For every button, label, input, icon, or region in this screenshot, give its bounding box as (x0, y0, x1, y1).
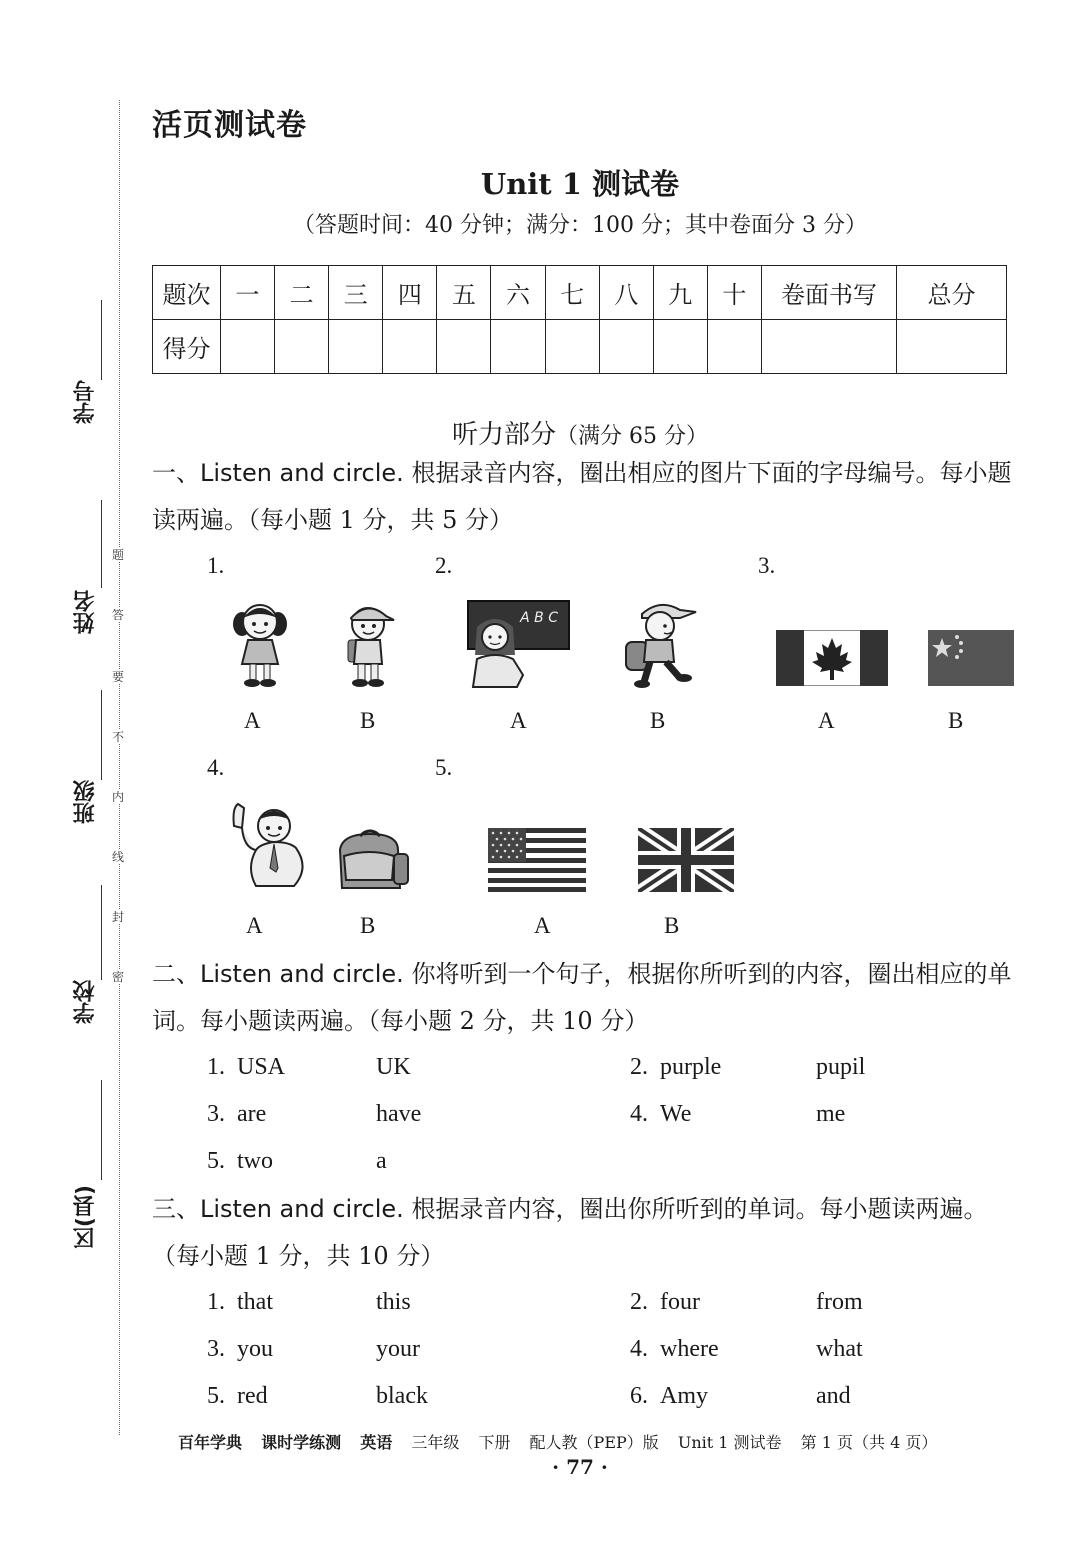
name-field (70, 590, 116, 634)
word-option-a[interactable]: that (237, 1289, 273, 1315)
item-number: 4. (630, 1101, 648, 1127)
word-option-a[interactable]: purple (660, 1054, 722, 1080)
table-cell: 三 (329, 266, 383, 320)
word-item (207, 1054, 285, 1081)
word-option-a[interactable]: red (237, 1383, 268, 1409)
question-number: 1. (207, 553, 225, 578)
class-label: 班级 (73, 780, 98, 824)
time-info: （答题时间：40 分钟；满分：100 分；其中卷面分 3 分） (293, 213, 867, 238)
name-line[interactable] (101, 500, 102, 588)
school-line[interactable] (101, 885, 102, 980)
item-number: 2. (630, 1289, 648, 1315)
word-item (630, 1336, 719, 1363)
district-field (70, 1185, 116, 1249)
section3-points: （每小题 1 分，共 10 分） (152, 1242, 445, 1270)
table-cell: 卷面书写 (762, 266, 897, 320)
word-option-b[interactable]: from (816, 1289, 863, 1315)
chalkboard-text: A B C (520, 610, 558, 626)
section2-instruction-cn: 你将听到一个句子，根据你所听到的内容，圈出相应的单词。每小题读两遍。 (152, 960, 1012, 1035)
word-item (630, 1054, 721, 1081)
seal-char: 内 (112, 790, 125, 804)
section2-number: 二、 (152, 960, 200, 988)
word-option-b[interactable]: me (816, 1101, 846, 1127)
teacher-illustration[interactable] (467, 615, 527, 690)
option-a-label[interactable]: A (818, 708, 835, 733)
word-option-a[interactable]: Amy (660, 1383, 708, 1409)
score-cell[interactable] (545, 320, 599, 374)
question-number: 2. (435, 553, 453, 578)
item-number: 6. (630, 1383, 648, 1409)
listening-section-title (0, 414, 1080, 451)
item-number: 5. (207, 1148, 225, 1174)
footer-edition: 配人教（PEP）版 (529, 1433, 659, 1452)
word-option-a[interactable]: are (237, 1101, 267, 1127)
footer-brand: 百年学典 (178, 1433, 243, 1452)
girl-illustration[interactable] (228, 598, 292, 690)
word-item (630, 1383, 708, 1410)
item-number: 3. (207, 1336, 225, 1362)
footer-test: Unit 1 测试卷 (677, 1433, 782, 1452)
word-item (630, 1101, 691, 1128)
option-b-label[interactable]: B (664, 913, 680, 938)
section3-number: 三、 (152, 1195, 200, 1223)
table-cell: 二 (275, 266, 329, 320)
footer-subject: 英语 (360, 1433, 393, 1452)
section1-instruction-cn: 根据录音内容，圈出相应的图片下面的字母编号。每小题读两遍。 (152, 459, 1012, 534)
score-cell[interactable] (275, 320, 329, 374)
name-label: 姓名 (73, 590, 98, 634)
class-line[interactable] (101, 690, 102, 780)
score-cell[interactable] (491, 320, 545, 374)
option-a-label[interactable]: A (246, 913, 263, 938)
china-flag-icon[interactable] (928, 630, 1014, 686)
schoolbag-icon[interactable] (334, 828, 412, 892)
score-cell[interactable] (437, 320, 491, 374)
item-number: 3. (207, 1101, 225, 1127)
seal-char: 密 (112, 970, 125, 984)
footer (178, 1430, 951, 1453)
seal-char: 线 (112, 850, 125, 864)
score-cell[interactable] (653, 320, 707, 374)
question-number: 3. (758, 553, 776, 578)
score-table-score-row (153, 320, 1007, 374)
word-option-b[interactable]: a (376, 1148, 387, 1174)
section3-heading (152, 1186, 1012, 1280)
option-b-label[interactable]: B (948, 708, 964, 733)
score-cell[interactable] (221, 320, 275, 374)
option-b-label[interactable]: B (650, 708, 666, 733)
seal-char: 要 (112, 670, 125, 684)
usa-flag-icon[interactable] (488, 828, 586, 892)
footer-term: 下册 (478, 1433, 511, 1452)
table-cell: 得分 (153, 320, 221, 374)
seal-char: 封 (112, 910, 125, 924)
word-option-a[interactable]: USA (237, 1054, 286, 1080)
question-number: 5. (435, 755, 453, 780)
footer-series: 课时学练测 (261, 1433, 342, 1452)
score-cell[interactable] (329, 320, 383, 374)
section1-heading (152, 450, 1012, 544)
score-cell[interactable] (599, 320, 653, 374)
man-illustration[interactable] (230, 798, 312, 892)
word-option-b[interactable]: pupil (816, 1054, 866, 1080)
word-item (207, 1336, 273, 1363)
word-option-b[interactable]: have (376, 1101, 422, 1127)
word-option-a[interactable]: you (237, 1336, 273, 1362)
option-a-label[interactable]: A (534, 913, 551, 938)
footer-grade: 三年级 (411, 1433, 460, 1452)
score-table (152, 265, 1007, 374)
table-cell: 题次 (153, 266, 221, 320)
item-number: 5. (207, 1383, 225, 1409)
word-option-b[interactable]: what (816, 1336, 863, 1362)
option-a-label[interactable]: A (244, 708, 261, 733)
option-b-label[interactable]: B (360, 913, 376, 938)
footer-page-info: 第 1 页（共 4 页） (800, 1433, 938, 1452)
listening-score-note: （满分 65 分） (556, 424, 708, 449)
word-option-b[interactable]: your (376, 1336, 420, 1362)
uk-flag-icon[interactable] (638, 828, 734, 892)
section2-heading (152, 951, 1012, 1045)
table-cell: 一 (221, 266, 275, 320)
item-number: 1. (207, 1289, 225, 1315)
word-option-b[interactable]: UK (376, 1054, 411, 1080)
listening-title: 听力部分 (452, 420, 557, 450)
section1-number: 一、 (152, 459, 200, 487)
table-cell: 四 (383, 266, 437, 320)
section2-points: （每小题 2 分，共 10 分） (368, 1007, 649, 1035)
section3-instruction-cn: 根据录音内容，圈出你所听到的单词。每小题读两遍。 (411, 1195, 988, 1223)
district-label: 区(县) (73, 1185, 98, 1250)
word-item (630, 1289, 700, 1316)
item-number: 4. (630, 1336, 648, 1362)
student-id-line[interactable] (101, 300, 102, 380)
word-option-a[interactable]: four (660, 1289, 700, 1315)
item-number: 1. (207, 1054, 225, 1080)
word-option-b[interactable]: black (376, 1383, 428, 1409)
item-number: 2. (630, 1054, 648, 1080)
table-cell: 八 (599, 266, 653, 320)
unit-title: Unit 1 测试卷 (480, 167, 680, 201)
seal-char: 不 (112, 730, 125, 744)
school-label: 学校 (73, 980, 98, 1024)
word-item (207, 1148, 273, 1175)
section1-points: （每小题 1 分，共 5 分） (248, 506, 514, 534)
class-field (70, 780, 116, 824)
seal-char: 答 (112, 608, 125, 622)
page-heading: 活页测试卷 (152, 108, 307, 143)
score-table-header-row (153, 266, 1007, 320)
word-item (207, 1289, 273, 1316)
word-option-b[interactable]: this (376, 1289, 411, 1315)
walking-boy-illustration[interactable] (620, 598, 700, 690)
binding-dotted-line (119, 100, 120, 1435)
boy-illustration[interactable] (338, 598, 398, 690)
table-cell: 十 (707, 266, 761, 320)
word-option-a[interactable]: where (660, 1336, 719, 1362)
table-cell: 六 (491, 266, 545, 320)
page-number: · 77 · (552, 1455, 608, 1479)
score-cell[interactable] (762, 320, 897, 374)
table-cell: 九 (653, 266, 707, 320)
student-id-label: 学号 (73, 380, 98, 424)
table-cell: 五 (437, 266, 491, 320)
table-cell: 七 (545, 266, 599, 320)
word-option-b[interactable]: and (816, 1383, 851, 1409)
score-cell[interactable] (707, 320, 761, 374)
option-a-label[interactable]: A (510, 708, 527, 733)
table-cell: 总分 (897, 266, 1007, 320)
score-cell[interactable] (383, 320, 437, 374)
word-item (207, 1101, 266, 1128)
question-number: 4. (207, 755, 225, 780)
section2-instruction-en: Listen and circle. (200, 960, 404, 988)
section1-instruction-en: Listen and circle. (200, 459, 404, 487)
school-field (70, 980, 116, 1024)
district-line[interactable] (101, 1080, 102, 1180)
section3-instruction-en: Listen and circle. (200, 1195, 404, 1223)
canada-flag-icon[interactable] (776, 630, 888, 686)
seal-char: 题 (112, 548, 125, 562)
option-b-label[interactable]: B (360, 708, 376, 733)
word-option-a[interactable]: We (660, 1101, 692, 1127)
word-item (207, 1383, 268, 1410)
score-cell[interactable] (897, 320, 1007, 374)
word-option-a[interactable]: two (237, 1148, 273, 1174)
